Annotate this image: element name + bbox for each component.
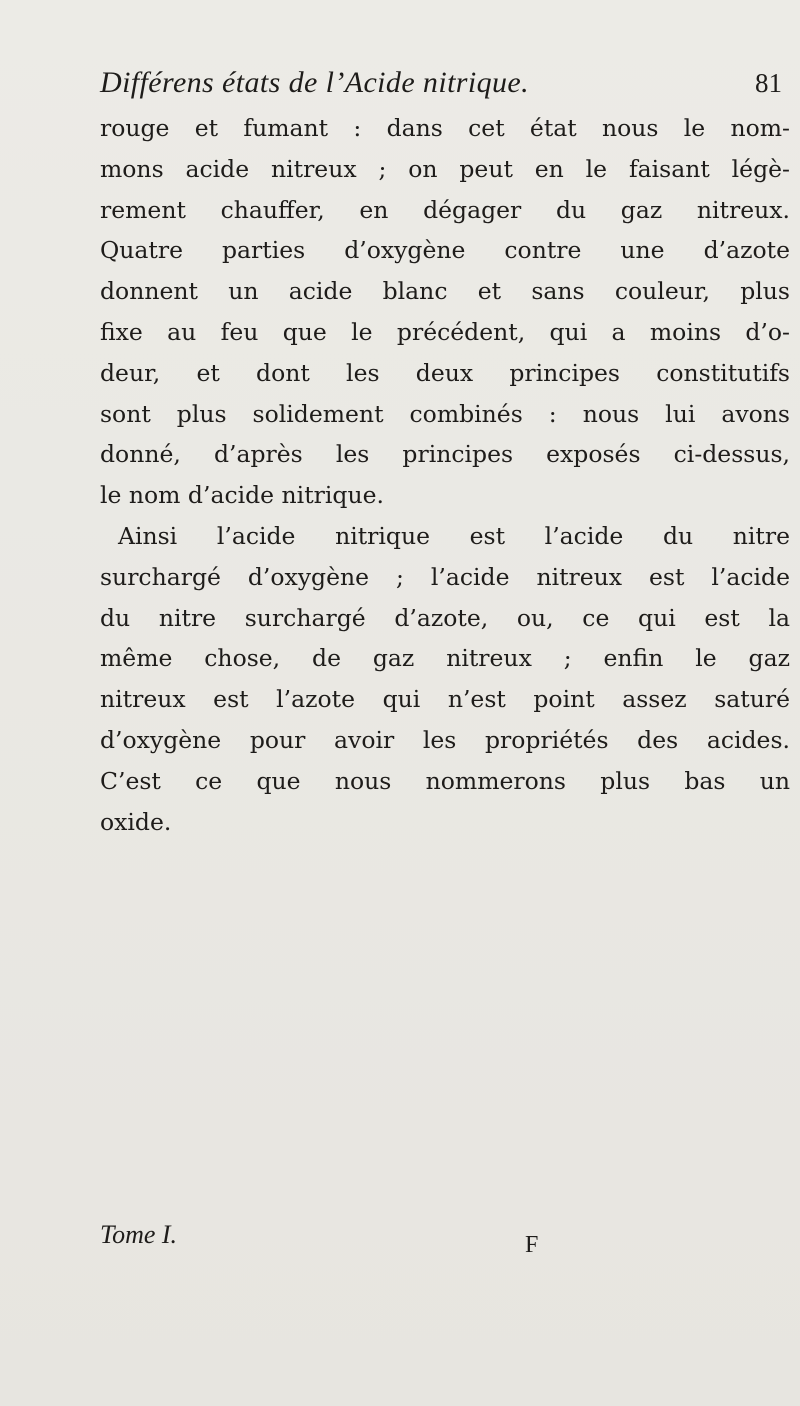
text-line: donnent un acide blanc et sans couleur, plus [100, 277, 790, 306]
text-line: mons acide nitreux ; on peut en le faisant légè- [100, 154, 790, 183]
body-text [100, 108, 790, 842]
text-line: oxide. [100, 807, 172, 836]
text-line: rouge et fumant : dans cet état nous le nom- [100, 114, 790, 142]
tome-label: Tome I. [100, 1220, 178, 1249]
page-number: 81 [755, 68, 782, 98]
text-line: surchargé d’oxygène ; l’acide nitreux est l’acide [100, 562, 790, 591]
text-line: Quatre parties d’oxygène contre une d’azote [100, 236, 790, 265]
text-line: deur, et dont les deux principes constitutifs [100, 358, 790, 387]
text-line: sont plus solidement combinés : nous lui avons [100, 399, 790, 428]
running-head: Différens états de l’Acide nitrique. [100, 66, 530, 99]
text-line: nitreux est l’azote qui n’est point assez saturé [100, 685, 790, 714]
text-line: rement chauffer, en dégager du gaz nitreux. [100, 195, 790, 224]
text-line: d’oxygène pour avoir les propriétés des acides. [100, 725, 790, 754]
text-line: donné, d’après les principes exposés ci-dessus, [100, 440, 790, 469]
signature-mark: F [525, 1232, 539, 1258]
text-line: fixe au feu que le précédent, qui a moins d’o- [100, 317, 790, 346]
text-line: Ainsi l’acide nitrique est l’acide du nitre [118, 521, 790, 550]
page-header [100, 66, 790, 106]
text-line: C’est ce que nous nommerons plus bas un [100, 766, 790, 795]
text-line: du nitre surchargé d’azote, ou, ce qui est la [100, 603, 790, 632]
page-footer [100, 1220, 790, 1270]
text-line: le nom d’acide nitrique. [100, 481, 384, 510]
text-line: même chose, de gaz nitreux ; enfin le gaz [100, 644, 790, 673]
